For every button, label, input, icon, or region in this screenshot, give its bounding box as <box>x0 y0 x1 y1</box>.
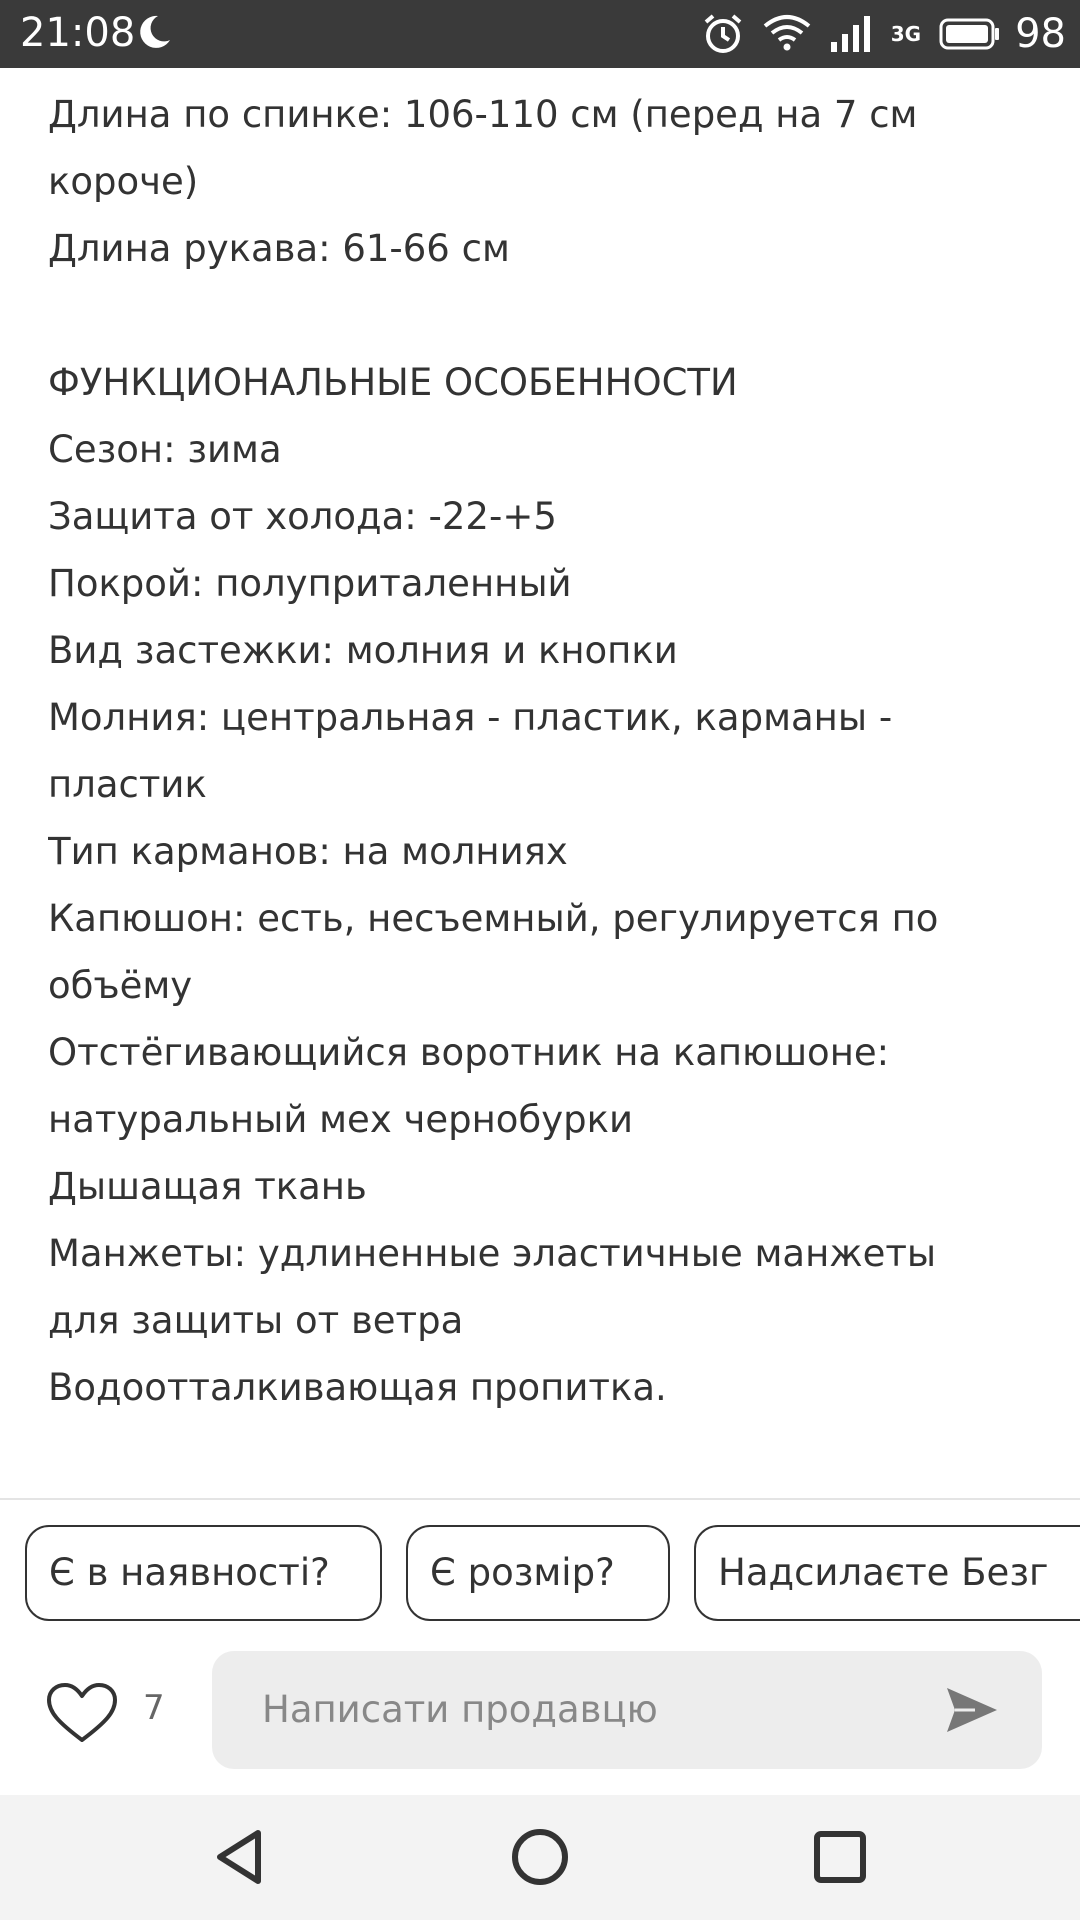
description-line: Капюшон: есть, несъемный, регулируется по <box>48 897 939 940</box>
description-line: Покрой: полуприталенный <box>48 562 572 605</box>
signal-icon <box>829 14 873 54</box>
description-line: для защиты от ветра <box>48 1299 464 1342</box>
divider <box>0 1498 1080 1500</box>
quick-reply-shipping[interactable]: Надсилаєте Безг <box>694 1525 1080 1621</box>
alarm-icon <box>701 12 745 56</box>
home-icon[interactable] <box>508 1825 572 1889</box>
description-line <box>48 68 1038 81</box>
description-line: Защита от холода: -22-+5 <box>48 495 557 538</box>
description-line: Длина по спинке: 106-110 см (перед на 7 см <box>48 93 918 136</box>
back-icon[interactable] <box>208 1825 272 1889</box>
description-line: ФУНКЦИОНАЛЬНЫЕ ОСОБЕННОСТИ <box>48 361 738 404</box>
description-line: Вид застежки: молния и кнопки <box>48 629 678 672</box>
description-line: Длина рукава: 61-66 см <box>48 227 510 270</box>
description-line: Отстёгивающийся воротник на капюшоне: <box>48 1031 890 1074</box>
description-line: Дышащая ткань <box>48 1165 367 1208</box>
battery-icon <box>939 17 1001 51</box>
description-line: Молния: центральная - пластик, карманы - <box>48 696 893 739</box>
battery-level: 98 <box>1015 11 1066 57</box>
moon-icon <box>134 12 174 52</box>
description-line: Манжеты: удлиненные эластичные манжеты <box>48 1232 937 1275</box>
wifi-icon <box>763 14 811 54</box>
status-icons <box>683 8 1066 60</box>
navigation-bar <box>0 1795 1080 1920</box>
status-bar <box>0 0 1080 68</box>
description-line: короче) <box>48 160 199 203</box>
recents-icon[interactable] <box>808 1825 872 1889</box>
send-icon[interactable] <box>945 1686 999 1734</box>
quick-replies <box>25 1525 1080 1625</box>
quick-reply-in-stock[interactable]: Є в наявності? <box>25 1525 382 1621</box>
message-bar <box>0 1650 1080 1770</box>
description-line: Водоотталкивающая пропитка. <box>48 1366 667 1409</box>
product-description <box>48 68 1038 1498</box>
network-type: 3G <box>890 22 922 46</box>
description-line: Тип карманов: на молниях <box>48 830 568 873</box>
description-line: натуральный мех чернобурки <box>48 1098 634 1141</box>
heart-icon[interactable] <box>46 1682 118 1744</box>
description-line: Сезон: зима <box>48 428 282 471</box>
description-line: объёму <box>48 964 193 1007</box>
like-count: 7 <box>143 1688 165 1728</box>
quick-reply-size[interactable]: Є розмір? <box>406 1525 670 1621</box>
status-time: 21:08 <box>20 10 136 56</box>
description-line <box>48 282 1038 349</box>
description-line: пластик <box>48 763 207 806</box>
message-seller-input[interactable]: Написати продавцю <box>212 1651 1042 1769</box>
